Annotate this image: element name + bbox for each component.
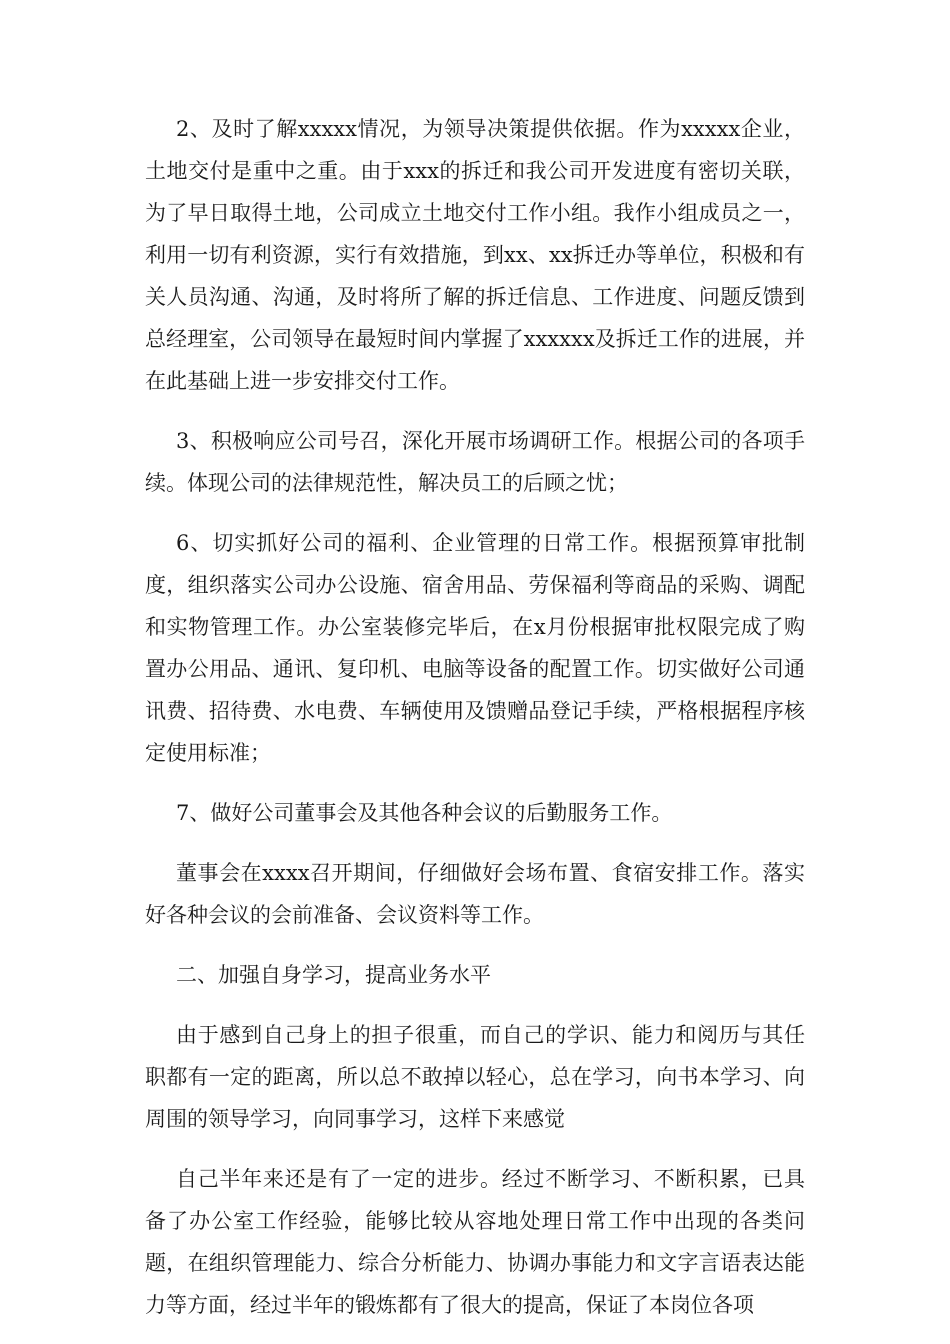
document-body [145, 108, 805, 1344]
paragraph-study-1: 由于感到自己身上的担子很重，而自己的学识、能力和阅历与其任职都有一定的距离，所以总不敢掉以轻心，总在学习，向书本学习、向周围的领导学习，向同事学习，这样下来感觉 [145, 1023, 805, 1131]
paragraph-item-7: 7、做好公司董事会及其他各种会议的后勤服务工作。 [176, 801, 673, 825]
paragraph-study-2: 自己半年来还是有了一定的进步。经过不断学习、不断积累，已具备了办公室工作经验，能够比较从容地处理日常工作中出现的各类问题，在组织管理能力、综合分析能力、协调办事能力和文字言语表达能力等方面，经过半年的锻炼都有了很大的提高，保证了本岗位各项 [145, 1167, 805, 1317]
paragraph-board-meeting: 董事会在xxxx召开期间，仔细做好会场布置、食宿安排工作。落实好各种会议的会前准备、会议资料等工作。 [145, 861, 805, 927]
paragraph-item-3: 3、积极响应公司号召，深化开展市场调研工作。根据公司的各项手续。体现公司的法律规范性，解决员工的后顾之忧； [145, 429, 805, 495]
paragraph-item-2: 2、及时了解xxxxx情况，为领导决策提供依据。作为xxxxx企业，土地交付是重中之重。由于xxx的拆迁和我公司开发进度有密切关联，为了早日取得土地，公司成立土地交付工作小组。我作小组成员之一，利用一切有利资源，实行有效措施，到xx、xx拆迁办等单位，积极和有关人员沟通、沟通，及时将所了解的拆迁信息、工作进度、问题反馈到总经理室，公司领导在最短时间内掌握了xxxxxx及拆迁工作的进展，并在此基础上进一步安排交付工作。 [145, 117, 805, 393]
paragraph-item-6: 6、切实抓好公司的福利、企业管理的日常工作。根据预算审批制度，组织落实公司办公设施、宿舍用品、劳保福利等商品的采购、调配和实物管理工作。办公室装修完毕后，在x月份根据审批权限完成了购置办公用品、通讯、复印机、电脑等设备的配置工作。切实做好公司通讯费、招待费、水电费、车辆使用及馈赠品登记手续，严格根据程序核定使用标准； [145, 531, 805, 765]
section-heading-2: 二、加强自身学习，提高业务水平 [176, 963, 491, 987]
